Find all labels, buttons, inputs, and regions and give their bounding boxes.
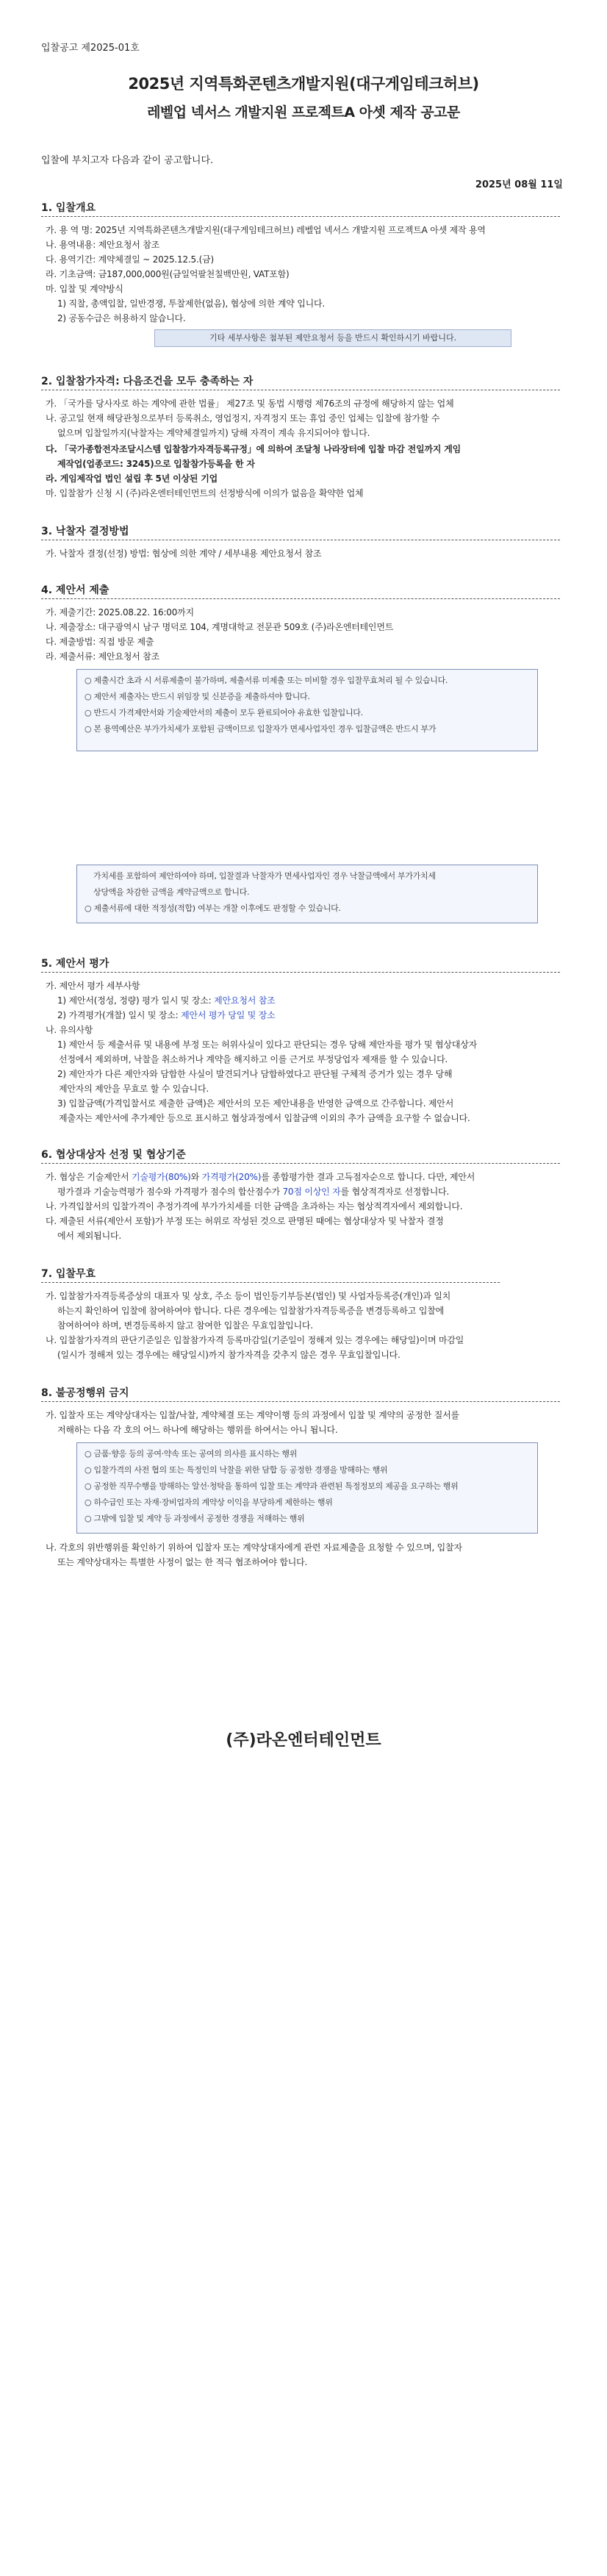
overview-subitem: 2) 공동수급은 허용하지 않습니다. xyxy=(57,313,186,323)
caution-item-cont: 제안자의 제안을 무효로 할 수 있습니다. xyxy=(59,1084,209,1094)
submission-item: 가. 제출기간: 2025.08.22. 16:00까지 xyxy=(46,607,194,618)
invalid-bid-item: 가. 입찰참가자격등록증상의 대표자 및 상호, 주소 등이 법인등기부등본(법인) 및 사업자등록증(개인)과 일치 xyxy=(46,1291,451,1301)
note-item: ○ 제안서 제출자는 반드시 위임장 및 신분증을 제출하셔야 합니다. xyxy=(85,692,310,701)
section-heading-invalid-bid: 7. 입찰무효 xyxy=(41,1268,96,1280)
unfair-item-cont: 저해하는 다음 각 호의 어느 하나에 해당하는 행위를 하여서는 아니 됩니다. xyxy=(57,1425,338,1435)
threshold-score: 70점 이상인 자 xyxy=(282,1187,341,1197)
unfair-item: 나. 각호의 위반행위를 확인하기 위하여 입찰자 또는 계약상대자에게 관련 자료제출을 요청할 수 있으며, 입찰자 xyxy=(46,1542,462,1553)
evaluation-subitem xyxy=(57,994,575,1007)
notice-date: 2025년 08월 11일 xyxy=(475,179,563,190)
negotiation-item-cont: 에서 제외됩니다. xyxy=(57,1231,121,1241)
overview-subitem: 1) 직찰, 총액입찰, 일반경쟁, 투찰제한(없음), 협상에 의한 계약 입니다. xyxy=(57,298,326,309)
negotiation-text: 를 협상적격자로 선정합니다. xyxy=(340,1187,450,1197)
award-item: 가. 낙찰자 결정(선정) 방법: 협상에 의한 계약 / 세부내용 제안요청서 참조 xyxy=(46,548,322,559)
negotiation-item: 나. 가격입찰서의 입찰가격이 추정가격에 부가가치세를 더한 금액을 초과하는 자는 협상적격자에서 제외합니다. xyxy=(46,1201,463,1212)
overview-item: 마. 입찰 및 계약방식 xyxy=(46,284,123,294)
section-heading-overview: 1. 입찰개요 xyxy=(41,202,96,214)
note-item-cont: 상당액을 차감한 금액을 계약금액으로 합니다. xyxy=(93,887,250,897)
section-heading-award: 3. 낙찰자 결정방법 xyxy=(41,526,129,537)
overview-item: 다. 용역기간: 계약체결일 ~ 2025.12.5.(금) xyxy=(46,254,214,265)
overview-item: 가. 용 역 명: 2025년 지역특화콘텐츠개발지원(대구게임테크허브) 레벨업 넥서스 개발지원 프로젝트A 아셋 제작 용역 xyxy=(46,225,486,235)
prohibited-act-item: ○ 금품·향응 등의 공여·약속 또는 공여의 의사를 표시하는 행위 xyxy=(85,1449,298,1459)
eligibility-item: 다. 「국가종합전자조달시스템 입찰참가자격등록규정」에 의하여 조달청 나라장터에 입찰 마감 전일까지 게임 xyxy=(46,444,461,454)
notice-callout: 기타 세부사항은 첨부된 제안요청서 등을 반드시 확인하시기 바랍니다. xyxy=(154,329,511,347)
divider xyxy=(41,1282,500,1283)
invalid-bid-item: 나. 입찰참가자격의 판단기준일은 입찰참가자격 등록마감일(기준일이 정해져 있는 경우에는 해당일)이며 마감일 xyxy=(46,1335,464,1345)
section-heading-unfair-practices: 8. 불공정행위 금지 xyxy=(41,1387,129,1399)
caution-item: 1) 제안서 등 제출서류 및 내용에 부정 또는 허위사실이 있다고 판단되는 경우 당해 제안자를 평가 및 협상대상자 xyxy=(57,1040,477,1050)
note-item: ○ 제출서류에 대한 적정성(적합) 여부는 개찰 이후에도 판정할 수 있습니다. xyxy=(85,904,341,913)
submission-notes-box-continued xyxy=(76,865,538,923)
unfair-item: 가. 입찰자 또는 계약상대자는 입찰/낙찰, 계약체결 또는 계약이행 등의 과정에서 입찰 및 계약의 공정한 질서를 xyxy=(46,1410,459,1420)
eligibility-item-cont: 제작업(업종코드: 3245)으로 입찰참가등록을 한 자 xyxy=(57,459,255,469)
prohibited-act-item: ○ 공정한 직무수행을 방해하는 알선·청탁을 통하여 입찰 또는 계약과 관련된 특정정보의 제공을 요구하는 행위 xyxy=(85,1481,459,1491)
prohibited-acts-box xyxy=(76,1442,538,1534)
prohibited-act-item: ○ 입찰가격의 사전 협의 또는 특정인의 낙찰을 위한 담합 등 공정한 경쟁을 방해하는 행위 xyxy=(85,1465,388,1475)
negotiation-item-cont xyxy=(57,1185,575,1198)
evaluation-item: 나. 유의사항 xyxy=(46,1025,93,1035)
invalid-bid-item-cont: 하는지 확인하여 입찰에 참여하여야 합니다. 다른 경우에는 입찰참가자격등록증을 변경등록하고 입찰에 xyxy=(57,1306,445,1316)
prohibited-act-item: ○ 그밖에 입찰 및 계약 등 과정에서 공정한 경쟁을 저해하는 행위 xyxy=(85,1514,305,1523)
page-subtitle: 레벨업 넥서스 개발지원 프로젝트A 아셋 제작 공고문 xyxy=(147,104,460,121)
tech-score-weight: 기술평가(80%) xyxy=(132,1172,191,1182)
evaluation-label: 2) 가격평가(개찰) 일시 및 장소: xyxy=(57,1010,182,1020)
submission-item: 라. 제출서류: 제안요청서 참조 xyxy=(46,651,160,662)
notice-number: 입찰공고 제2025-01호 xyxy=(41,43,140,54)
divider xyxy=(41,972,560,973)
divider xyxy=(41,1163,560,1164)
negotiation-item xyxy=(46,1170,563,1184)
divider xyxy=(41,216,560,217)
evaluation-label: 1) 제안서(정성, 정량) 평가 일시 및 장소: xyxy=(57,995,215,1006)
submission-item: 나. 제출장소: 대구광역시 남구 명덕로 104, 계명대학교 전문관 509호 (주)라온엔터테인먼트 xyxy=(46,622,394,632)
invalid-bid-item-cont: 참여하여야 하며, 변경등록하지 않고 참여한 입찰은 무효입찰입니다. xyxy=(57,1320,313,1331)
overview-item: 라. 기초금액: 금187,000,000원(금일억팔천칠백만원, VAT포함) xyxy=(46,269,290,279)
invalid-bid-item-cont: (일시가 정해져 있는 경우에는 해당일시)까지 참가자격을 갖추지 않은 경우 무효입찰입니다. xyxy=(57,1350,401,1360)
section-heading-evaluation: 5. 제안서 평가 xyxy=(41,958,109,970)
eligibility-item: 마. 입찰참가 신청 시 (주)라온엔터테인먼트의 선정방식에 이의가 없음을 확약한 업체 xyxy=(46,488,364,498)
price-score-weight: 가격평가(20%) xyxy=(201,1172,262,1182)
negotiation-text: 평가결과 기술능력평가 점수와 가격평가 점수의 합산점수가 xyxy=(57,1187,283,1197)
eligibility-item-cont: 없으며 입찰일까지(낙찰자는 계약체결일까지) 당해 자격이 계속 유지되어야 합니다. xyxy=(57,428,370,438)
section-heading-submission: 4. 제안서 제출 xyxy=(41,584,109,596)
overview-item: 나. 용역내용: 제안요청서 참조 xyxy=(46,240,160,250)
submission-notes-box xyxy=(76,669,538,751)
note-item: ○ 본 용역예산은 부가가치세가 포함된 금액이므로 입찰자가 면세사업자인 경우 입찰금액은 반드시 부가 xyxy=(85,724,437,734)
eligibility-item: 가. 「국가를 당사자로 하는 계약에 관한 법률」 제27조 및 동법 시행령 제76조의 규정에 해당하지 않는 업체 xyxy=(46,398,454,409)
eligibility-item: 나. 공고일 현재 해당관청으로부터 등록취소, 영업정지, 자격정지 또는 휴업 중인 업체는 입찰에 참가할 수 xyxy=(46,413,440,423)
section-heading-eligibility: 2. 입찰참가자격: 다음조건을 모두 충족하는 자 xyxy=(41,376,254,387)
note-item-cont: 가치세를 포함하여 제안하여야 하며, 입찰결과 낙찰자가 면세사업자인 경우 낙찰금액에서 부가가치세 xyxy=(93,871,436,881)
evaluation-detail: 제안서 평가 당일 및 장소 xyxy=(181,1010,276,1020)
evaluation-item: 가. 제안서 평가 세부사항 xyxy=(46,981,140,991)
prohibited-act-item: ○ 하수급인 또는 자재·장비업자의 계약상 이익을 부당하게 제한하는 행위 xyxy=(85,1498,333,1507)
evaluation-detail: 제안요청서 참조 xyxy=(214,995,276,1006)
section-heading-negotiation: 6. 협상대상자 선정 및 협상기준 xyxy=(41,1149,186,1161)
company-name: (주)라온엔터테인먼트 xyxy=(226,1731,381,1750)
negotiation-text: 가. 협상은 기술제안서 xyxy=(46,1172,132,1182)
intro-text: 입찰에 부치고자 다음과 같이 공고합니다. xyxy=(41,155,214,166)
submission-item: 다. 제출방법: 직접 방문 제출 xyxy=(46,637,154,647)
unfair-item-cont: 또는 계약상대자는 특별한 사정이 없는 한 적극 협조하여야 합니다. xyxy=(57,1557,308,1567)
note-item: ○ 제출시간 초과 시 서류제출이 불가하며, 제출서류 미제출 또는 미비할 경우 입찰무효처리 될 수 있습니다. xyxy=(85,676,448,685)
page-title: 2025년 지역특화콘텐츠개발지원(대구게임테크허브) xyxy=(128,75,479,93)
divider xyxy=(41,1401,560,1402)
note-item: ○ 반드시 가격제안서와 기술제안서의 제출이 모두 완료되어야 유효한 입찰입니다. xyxy=(85,708,363,718)
caution-item: 2) 제안자가 다른 제안자와 담합한 사실이 발견되거나 담합하였다고 판단될 구체적 증거가 있는 경우 당해 xyxy=(57,1069,453,1079)
caution-item: 3) 입찰금액(가격입찰서로 제출한 금액)은 제안서의 모든 제안내용을 반영한 금액으로 간주합니다. 제안서 xyxy=(57,1098,454,1109)
negotiation-item: 다. 제출된 서류(제안서 포함)가 부정 또는 허위로 작성된 것으로 판명된 때에는 협상대상자 및 낙찰자 결정 xyxy=(46,1216,444,1226)
evaluation-subitem xyxy=(57,1009,575,1022)
caution-item-cont: 선정에서 제외하며, 낙찰을 취소하거나 계약을 해지하고 이를 근거로 부정당업자 제재를 할 수 있습니다. xyxy=(59,1054,448,1065)
negotiation-text: 를 종합평가한 결과 고득점자순으로 합니다. 다만, 제안서 xyxy=(261,1172,475,1182)
caution-item-cont: 제출자는 제안서에 추가제안 등으로 표시하고 협상과정에서 입찰금액 이외의 추가 금액을 요구할 수 없습니다. xyxy=(59,1113,470,1123)
eligibility-item: 라. 게임제작업 법인 설립 후 5년 이상된 기업 xyxy=(46,473,218,484)
negotiation-text: 와 xyxy=(190,1172,202,1182)
divider xyxy=(41,598,560,599)
